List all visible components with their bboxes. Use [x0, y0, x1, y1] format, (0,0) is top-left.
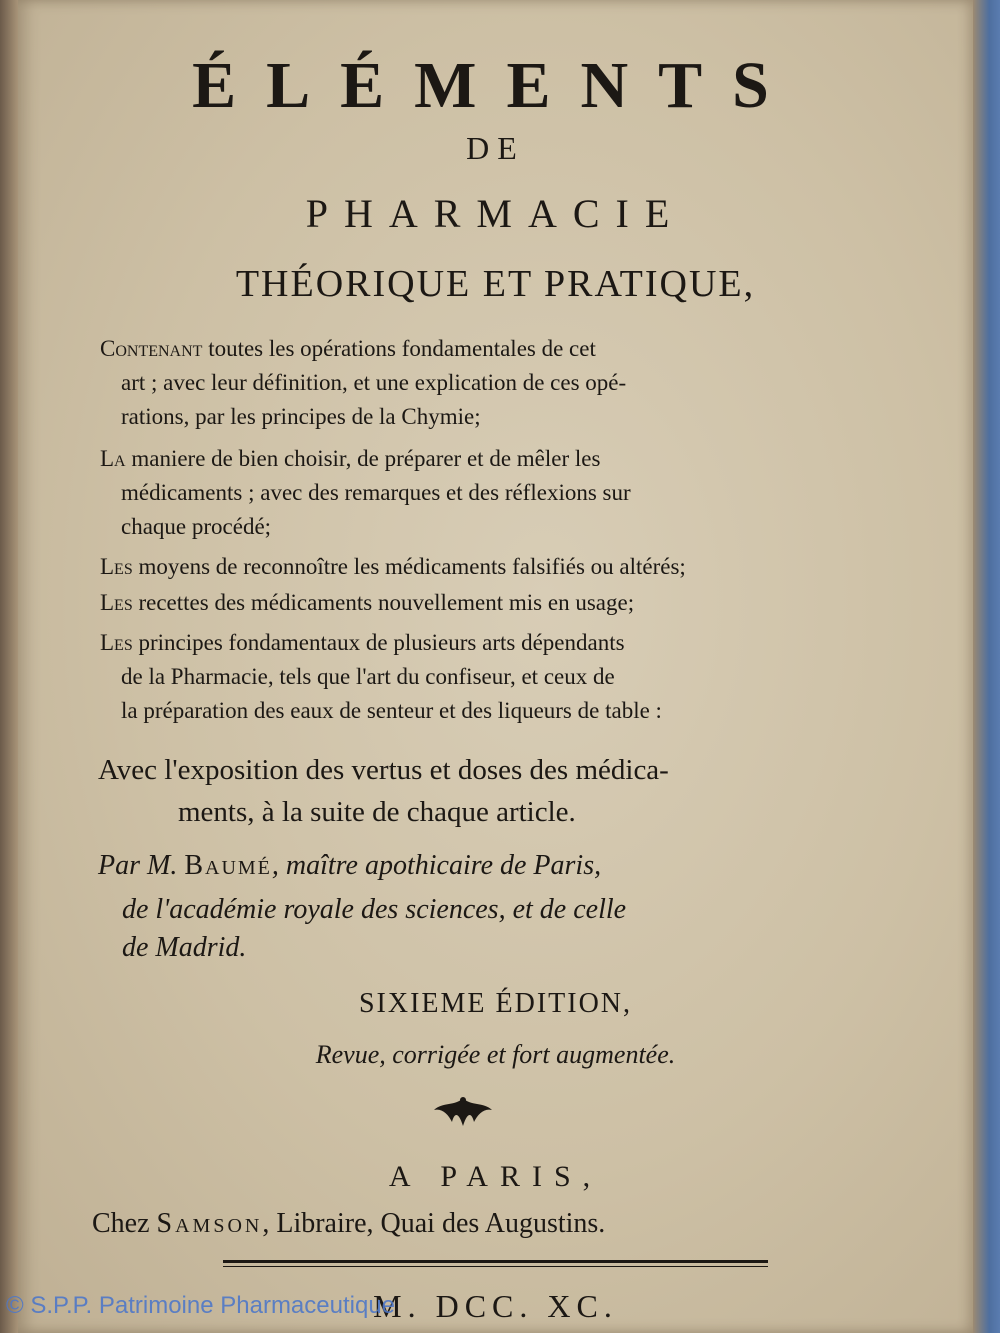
contents-line: Les moyens de reconnoître les médicaments falsifiés ou altérés; [100, 554, 686, 579]
contents-line: Les recettes des médicaments nouvellement mis en usage; [100, 590, 635, 615]
subtitle-theorique: THÉORIQUE ET PRATIQUE, [235, 263, 756, 305]
subtitle-pharmacie: PHARMACIE [305, 191, 686, 236]
author-line: de Madrid. [122, 932, 247, 963]
imprint-place: A PARIS, [388, 1160, 603, 1193]
author-name: Baumé [184, 850, 272, 881]
contents-line: La maniere de bien choisir, de préparer et de mêler les [100, 446, 601, 471]
contents-line: la préparation des eaux de senteur et des liqueurs de table : [121, 698, 662, 723]
lead-word: Contenant [100, 336, 203, 361]
exposition-line: ments, à la suite de chaque article. [178, 796, 576, 828]
contents-line: art ; avec leur définition, et une explication de ces opé- [121, 370, 627, 395]
lead-word: La [100, 446, 126, 471]
contents-line: rations, par les principes de la Chymie; [121, 404, 481, 429]
page-edge-left [0, 0, 18, 1333]
author-line: Par M. Baumé, maître apothicaire de Paris, [98, 850, 602, 881]
double-rule [223, 1260, 768, 1263]
subtitle-de: DE [466, 130, 525, 166]
contents-line: médicaments ; avec des remarques et des réflexions sur [121, 480, 631, 505]
lead-word: Les [100, 630, 133, 655]
contents-line: de la Pharmacie, tels que l'art du confiseur, et ceux de [121, 664, 615, 689]
copyright-watermark: © S.P.P. Patrimoine Pharmaceutique [6, 1292, 396, 1319]
author-line: de l'académie royale des sciences, et de celle [122, 894, 627, 925]
title-page [18, 0, 973, 1333]
page-edge-right [973, 0, 1000, 1333]
publisher-name: Samson [156, 1208, 263, 1239]
revised-note: Revue, corrigée et fort augmentée. [315, 1040, 676, 1069]
contents-line: Les principes fondamentaux de plusieurs arts dépendants [100, 630, 625, 655]
publisher-line: Chez Samson, Libraire, Quai des Augustins. [92, 1208, 606, 1239]
fleuron-ornament-icon [428, 1092, 498, 1132]
lead-word: Les [100, 554, 133, 579]
lead-word: Les [100, 590, 133, 615]
contents-line: chaque procédé; [121, 514, 272, 539]
book-title: ÉLÉMENTS [192, 49, 799, 122]
exposition-line: Avec l'exposition des vertus et doses des médica- [98, 754, 669, 786]
double-rule [223, 1266, 768, 1267]
edition: SIXIEME ÉDITION, [358, 988, 633, 1019]
imprint-date: M. DCC. XC. [373, 1288, 618, 1324]
contents-line: Contenant toutes les opérations fondamentales de cet [100, 336, 596, 361]
